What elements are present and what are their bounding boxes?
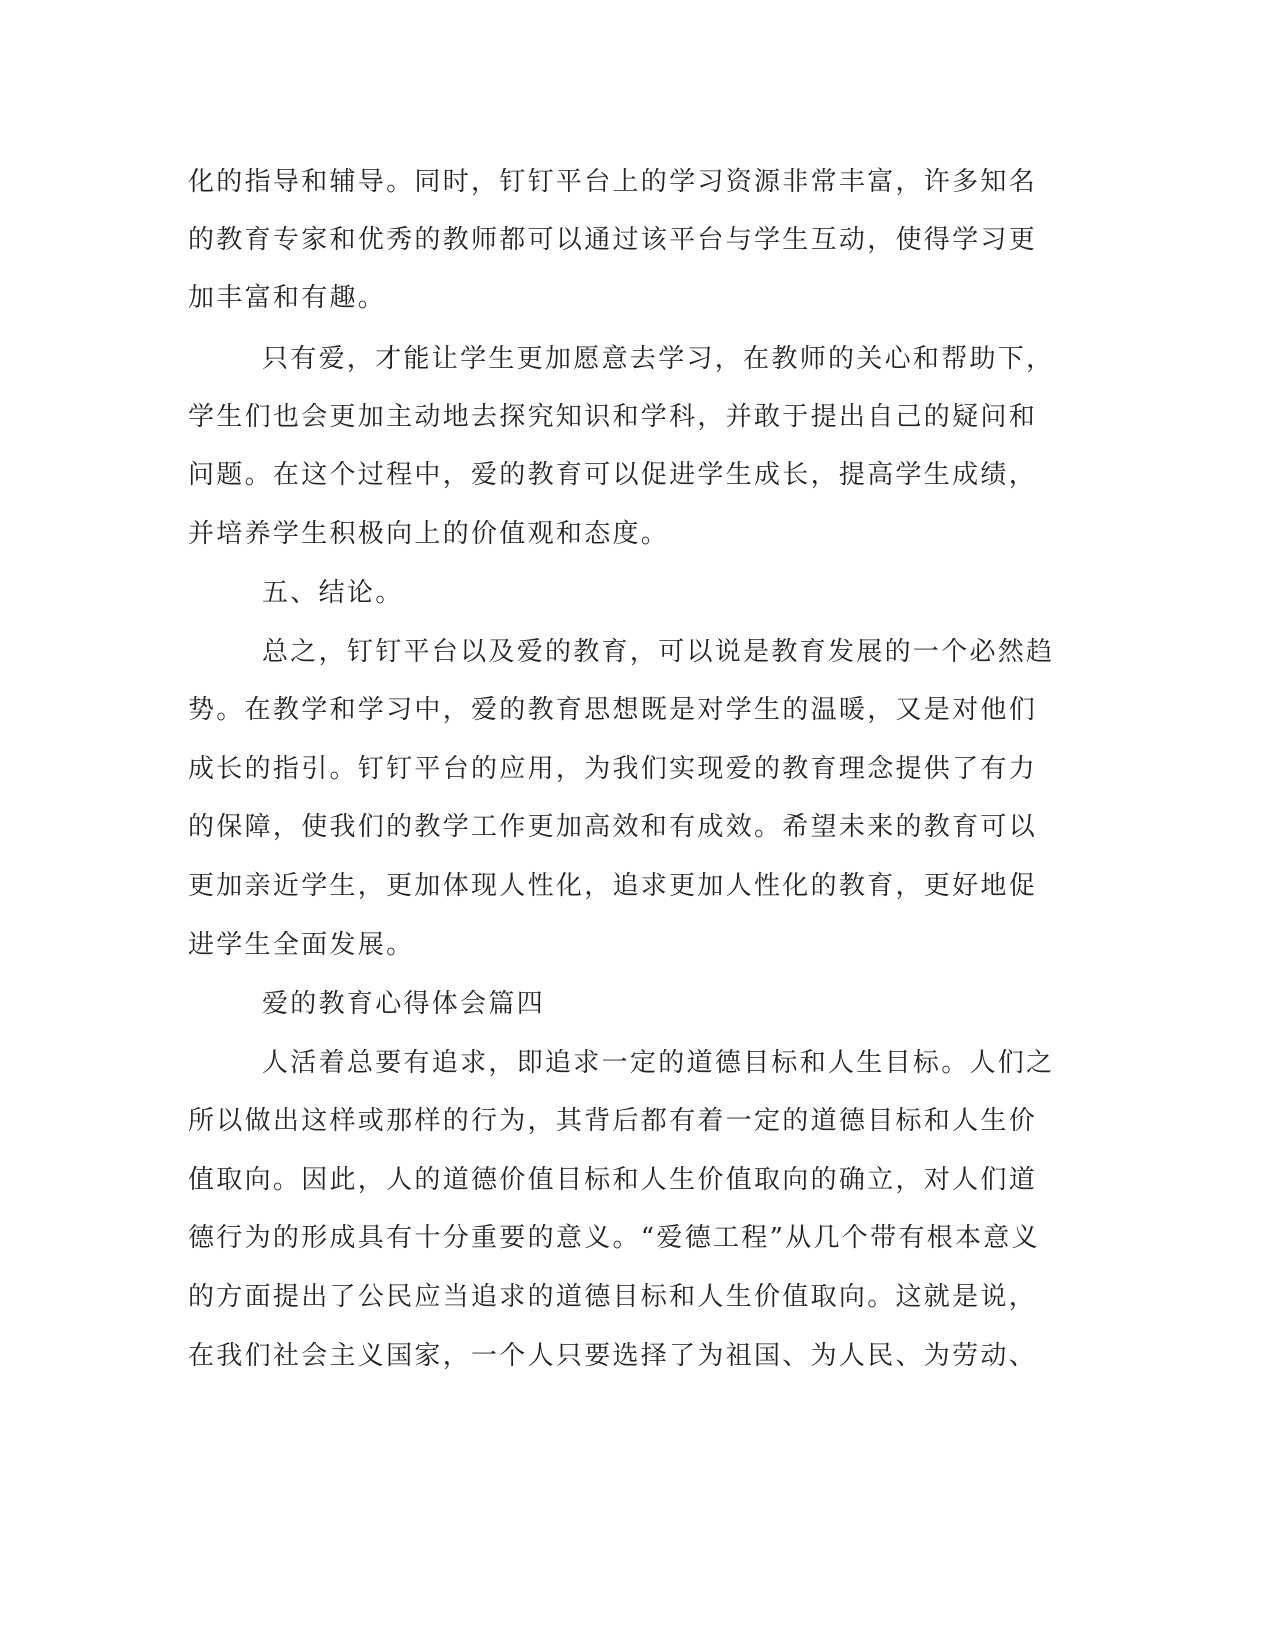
text-line: 只有爱，才能让学生更加愿意去学习，在教师的关心和帮助下，	[262, 344, 1055, 374]
text-line: 值取向。因此，人的道德价值目标和人生价值取向的确立，对人们道	[188, 1165, 1038, 1195]
text-line: 并培养学生积极向上的价值观和态度。	[188, 519, 670, 549]
section-heading: 五、结论。	[262, 578, 404, 608]
text-line: 人活着总要有追求，即追求一定的道德目标和人生目标。人们之	[262, 1048, 1055, 1078]
text-line: 问题。在这个过程中，爱的教育可以促进学生成长，提高学生成绩，	[188, 460, 1038, 490]
text-line: 德行为的形成具有十分重要的意义。“爱德工程”从几个带有根本意义	[188, 1223, 1040, 1253]
text-line: 更加亲近学生，更加体现人性化，追求更加人性化的教育，更好地促	[188, 871, 1038, 901]
text-line: 加丰富和有趣。	[188, 283, 387, 313]
text-line: 的保障，使我们的教学工作更加高效和有成效。希望未来的教育可以	[188, 812, 1038, 842]
text-line: 在我们社会主义国家，一个人只要选择了为祖国、为人民、为劳动、	[188, 1341, 1038, 1371]
section-title: 爱的教育心得体会篇四	[262, 989, 546, 1019]
text-line: 进学生全面发展。	[188, 930, 415, 960]
text-line: 的方面提出了公民应当追求的道德目标和人生价值取向。这就是说，	[188, 1282, 1038, 1312]
text-line: 所以做出这样或那样的行为，其背后都有着一定的道德目标和人生价	[188, 1106, 1038, 1136]
text-line: 势。在教学和学习中，爱的教育思想既是对学生的温暖，又是对他们	[188, 695, 1038, 725]
text-line: 总之，钉钉平台以及爱的教育，可以说是教育发展的一个必然趋	[262, 637, 1055, 667]
text-line: 化的指导和辅导。同时，钉钉平台上的学习资源非常丰富，许多知名	[188, 167, 1038, 197]
text-line: 学生们也会更加主动地去探究知识和学科，并敢于提出自己的疑问和	[188, 402, 1038, 432]
text-line: 成长的指引。钉钉平台的应用，为我们实现爱的教育理念提供了有力	[188, 754, 1038, 784]
text-line: 的教育专家和优秀的教师都可以通过该平台与学生互动，使得学习更	[188, 225, 1038, 255]
